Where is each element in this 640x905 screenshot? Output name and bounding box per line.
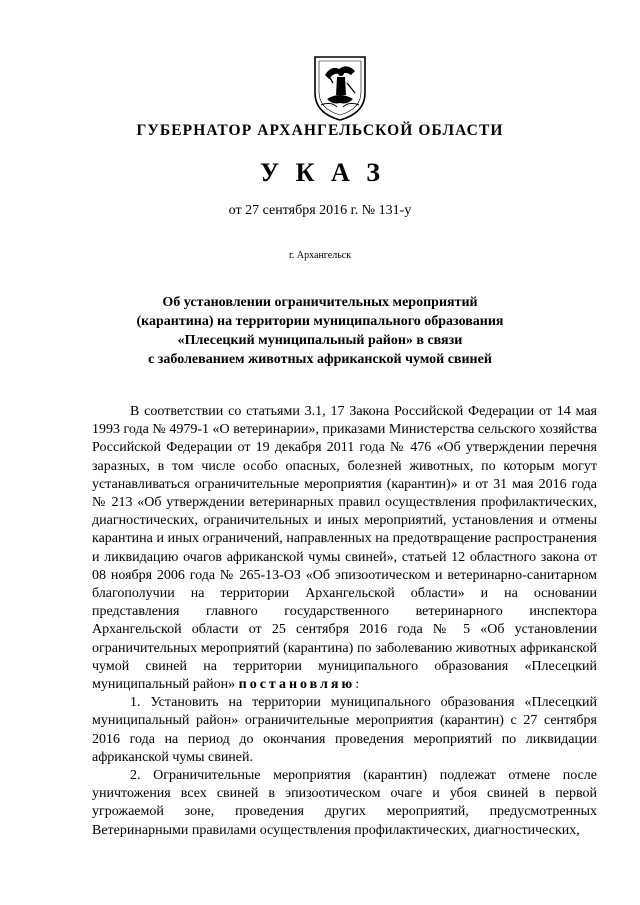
document-type-heading	[0, 158, 640, 188]
title-line: Об установлении ограничительных мероприятий	[162, 295, 478, 310]
governor-title: ГУБЕРНАТОР АРХАНГЕЛЬСКОЙ ОБЛАСТИ	[136, 122, 504, 139]
decree-colon: :	[355, 677, 360, 693]
preamble-text: В соответствии со статьями 3.1, 17 Закона Российской Федерации от 14 мая 1993 года № 4979-1 «О ветеринарии», приказами Министерства сельского хозяйства Российской Федерации от 19 декабря 2011 года № 476 «Об утверждении перечня заразных, в том числе особо опасных, болезней животных, по которым могут устанавливаться ограничительные мероприятия (карантин)» и от 31 мая 2016 года № 213 «Об утверждении ветеринарных правил осуществления профилактических, диагностических, ограничительных и иных мероприятий, установления и отмены карантина и иных ограничений, направленных на предотвращение распространения и ликвидацию очагов африканской чумы свиней», статьей 12 областного закона от 08 ноября 2006 года № 265-13-ОЗ «Об эпизоотическом и ветеринарно-санитарном благополучии на территории Архангельской области» и на основании представления главного государственного ветеринарного инспектора Архангельской области от 25 сентября 2016 года № 5 «Об установлении ограничительных мероприятий (карантина) по заболеванию животных африканской чумой свиней на территории муниципального образования «Плесецкий муниципальный район»	[92, 404, 597, 693]
doc-type-letter: А	[330, 158, 350, 187]
title-line: (карантина) на территории муниципального образования	[136, 314, 504, 329]
preamble-paragraph	[92, 403, 597, 694]
doc-type-letter: З	[366, 158, 380, 187]
title-line: с заболеванием животных африканской чумой свиней	[148, 352, 492, 367]
item-2-paragraph: 2. Ограничительные мероприятия (карантин) подлежат отмене после уничтожения всех свиней в эпизоотическом очаге и убоя свиней в первой угрожаемой зоне, проведения других мероприятий, предусмотренных Ветеринарными правилами осуществления профилактических, диагностических,	[92, 768, 597, 838]
coat-of-arms-icon	[311, 53, 369, 123]
document-city: г. Архангельск	[288, 250, 352, 261]
document-body	[92, 403, 597, 840]
doc-type-letter: К	[295, 158, 315, 187]
item-1-paragraph: 1. Установить на территории муниципального образования «Плесецкий муниципальный район» ограничительные мероприятия (карантин) с 27 сентября 2016 года на период до окончания проведения мероприятий по ликвидации африканской чумы свиней.	[92, 695, 597, 765]
document-title	[120, 293, 520, 369]
title-line: «Плесецкий муниципальный район» в связи	[177, 333, 463, 348]
decree-word: постановляю	[238, 677, 356, 693]
doc-type-letter: У	[260, 158, 280, 187]
document-date-number: от 27 сентября 2016 г. № 131-у	[228, 203, 412, 218]
